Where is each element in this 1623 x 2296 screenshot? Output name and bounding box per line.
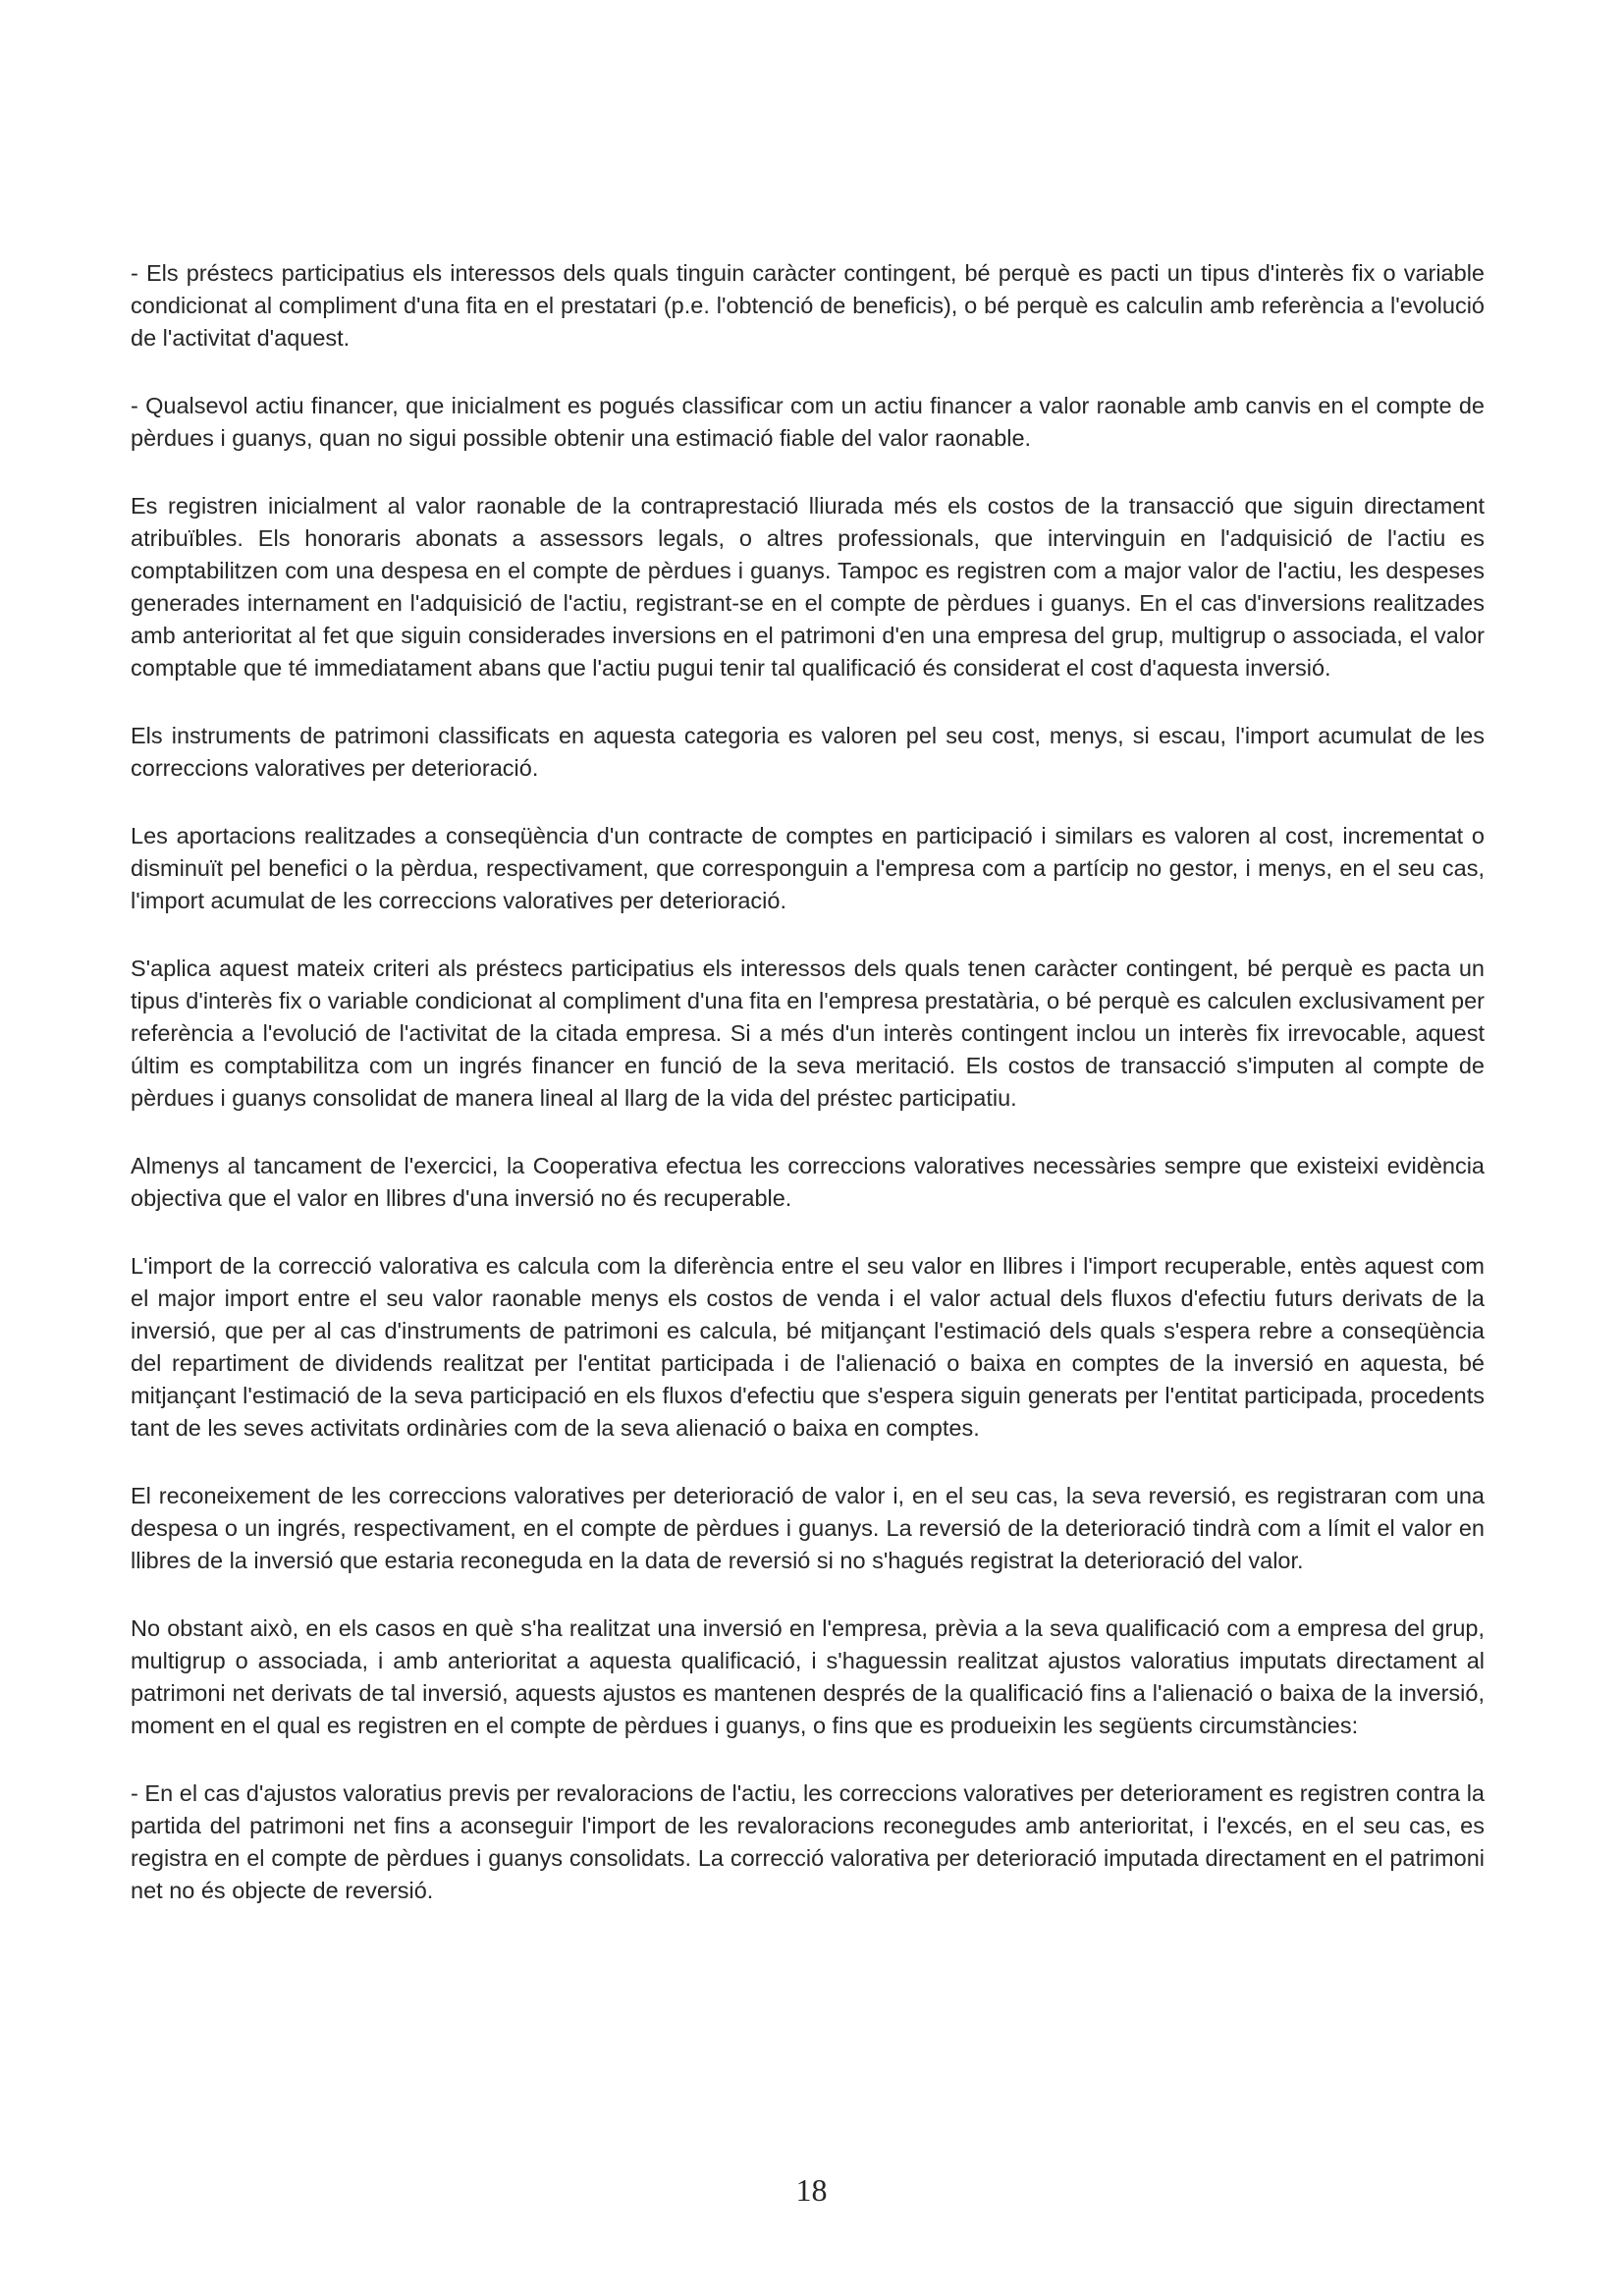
paragraph-4: Els instruments de patrimoni classificats en aquesta categoria es valoren pel seu cost, menys, si escau, l'import acumulat de les correccions valoratives per deterioració. [131, 723, 1485, 781]
paragraph-7: Almenys al tancament de l'exercici, la Cooperativa efectua les correccions valoratives necessàries sempre que existeixi evidència objectiva que el valor en llibres d'una inversió no és recuperable. [131, 1153, 1485, 1211]
body-text [131, 257, 1485, 1942]
paragraph-8: L'import de la correcció valorativa es calcula com la diferència entre el seu valor en llibres i l'import recuperable, entès aquest com el major import entre el seu valor raonable menys els costos de venda i el valor actual dels fluxos d'efectiu futurs derivats de la inversió, que per al cas d'instruments de patrimoni es calcula, bé mitjançant l'estimació dels quals s'espera rebre a conseqüència del repartiment de dividends realitzat per l'entitat participada i de l'alienació o baixa en comptes de la inversió en aquesta, bé mitjançant l'estimació de la seva participació en els fluxos d'efectiu que s'espera siguin generats per l'entitat participada, procedents tant de les seves activitats ordinàries com de la seva alienació o baixa en comptes. [131, 1253, 1485, 1441]
paragraph-1: - Els préstecs participatius els interessos dels quals tinguin caràcter contingent, bé perquè es pacti un tipus d'interès fix o variable condicionat al compliment d'una fita en el prestatari (p.e. l'obtenció de beneficis), o bé perquè es calculin amb referència a l'evolució de l'activitat d'aquest. [131, 260, 1485, 351]
paragraph-11: - En el cas d'ajustos valoratius previs per revaloracions de l'actiu, les correccions valoratives per deteriorament es registren contra la partida del patrimoni net fins a aconseguir l'import de les revaloracions reconegudes amb anterioritat, i l'excés, en el seu cas, es registra en el compte de pèrdues i guanys consolidats. La correcció valorativa per deterioració imputada directament en el patrimoni net no és objecte de reversió. [131, 1780, 1485, 1903]
paragraph-6: S'aplica aquest mateix criteri als préstecs participatius els interessos dels quals tenen caràcter contingent, bé perquè es pacta un tipus d'interès fix o variable condicionat al compliment d'una fita en l'empresa prestatària, o bé perquè es calculen exclusivament per referència a l'evolució de l'activitat de la citada empresa. Si a més d'un interès contingent inclou un interès fix irrevocable, aquest últim es comptabilitza com un ingrés financer en funció de la seva meritació. Els costos de transacció s'imputen al compte de pèrdues i guanys consolidat de manera lineal al llarg de la vida del préstec participatiu. [131, 956, 1485, 1111]
page-number: 18 [795, 2172, 828, 2208]
paragraph-9: El reconeixement de les correccions valoratives per deterioració de valor i, en el seu cas, la seva reversió, es registraran com una despesa o un ingrés, respectivament, en el compte de pèrdues i guanys. La reversió de la deterioració tindrà com a límit el valor en llibres de la inversió que estaria reconeguda en la data de reversió si no s'hagués registrat la deterioració del valor. [131, 1483, 1485, 1573]
paragraph-10: No obstant això, en els casos en què s'ha realitzat una inversió en l'empresa, prèvia a la seva qualificació com a empresa del grup, multigrup o associada, i amb anterioritat a aquesta qualificació, i s'haguessin realitzat ajustos valoratius imputats directament al patrimoni net derivats de tal inversió, aquests ajustos es mantenen després de la qualificació fins a l'alienació o baixa de la inversió, moment en el qual es registren en el compte de pèrdues i guanys, o fins que es produeixin les següents circumstàncies: [131, 1615, 1485, 1738]
paragraph-3: Es registren inicialment al valor raonable de la contraprestació lliurada més els costos de la transacció que siguin directament atribuïbles. Els honoraris abonats a assessors legals, o altres professionals, que intervinguin en l'adquisició de l'actiu es comptabilitzen com una despesa en el compte de pèrdues i guanys. Tampoc es registren com a major valor de l'actiu, les despeses generades internament en l'adquisició de l'actiu, registrant-se en el compte de pèrdues i guanys. En el cas d'inversions realitzades amb anterioritat al fet que siguin considerades inversions en el patrimoni d'en una empresa del grup, multigrup o associada, el valor comptable que té immediatament abans que l'actiu pugui tenir tal qualificació és considerat el cost d'aquesta inversió. [131, 493, 1485, 681]
paragraph-2: - Qualsevol actiu financer, que inicialment es pogués classificar com un actiu financer a valor raonable amb canvis en el compte de pèrdues i guanys, quan no sigui possible obtenir una estimació fiable del valor raonable. [131, 393, 1485, 451]
paragraph-5: Les aportacions realitzades a conseqüència d'un contracte de comptes en participació i similars es valoren al cost, incrementat o disminuït pel benefici o la pèrdua, respectivament, que corresponguin a l'empresa com a partícip no gestor, i menys, en el seu cas, l'import acumulat de les correccions valoratives per deterioració. [131, 823, 1485, 913]
